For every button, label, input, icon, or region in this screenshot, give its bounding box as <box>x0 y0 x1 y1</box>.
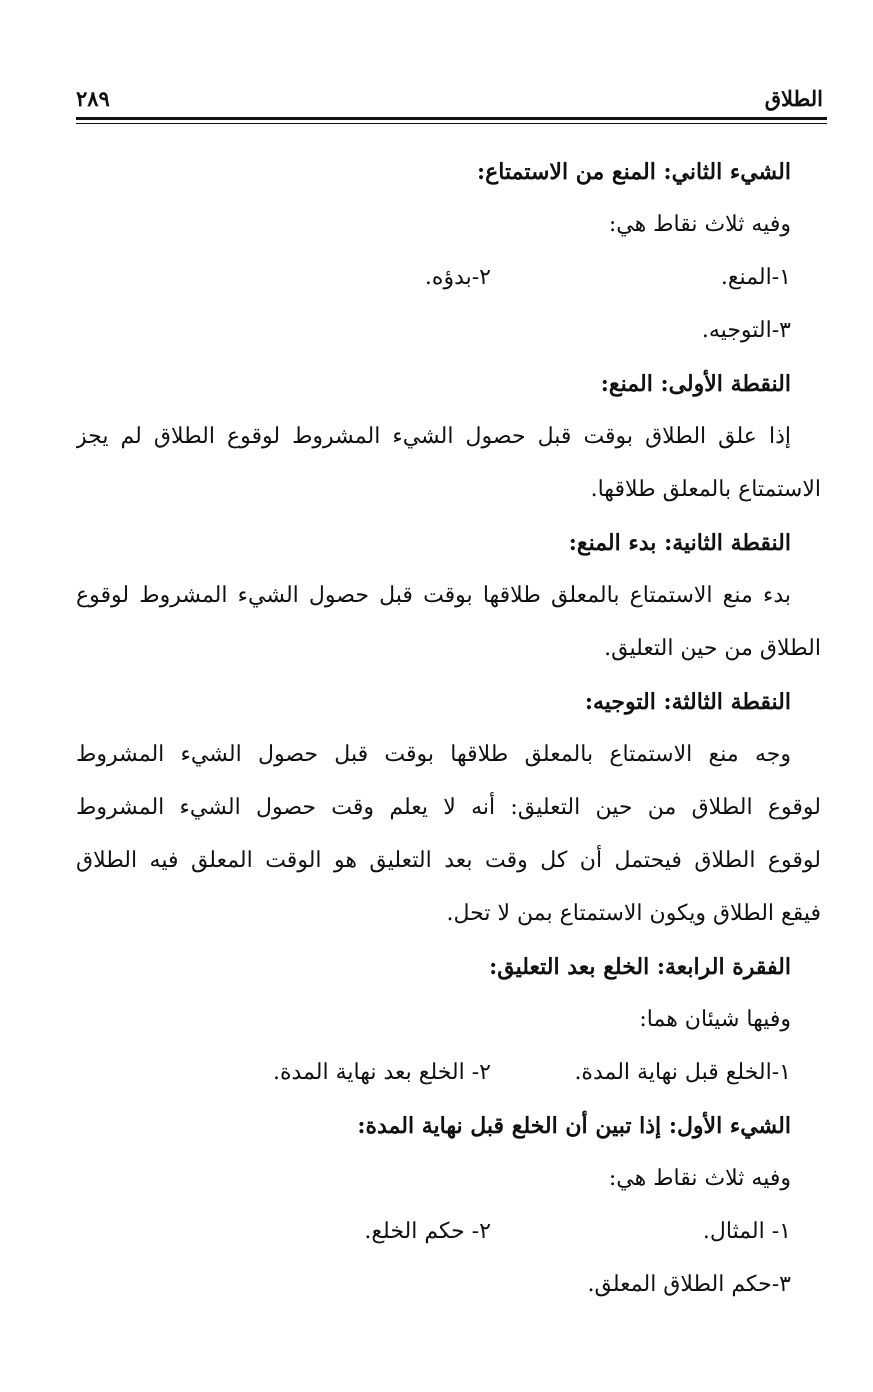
section-heading: الفقرة الرابعة: الخلع بعد التعليق: <box>489 954 791 980</box>
text-line: وفيه ثلاث نقاط هي: <box>608 1166 791 1191</box>
page-number: ٢٨٩ <box>76 86 110 111</box>
list-item: ١- المثال. <box>702 1219 791 1244</box>
list-row <box>76 1051 821 1104</box>
header-rule-thick <box>76 117 827 120</box>
text-line: وفيه ثلاث نقاط هي: <box>608 212 791 237</box>
section-heading: الشيء الثاني: المنع من الاستمتاع: <box>477 159 791 185</box>
paragraph-line: فيقع الطلاق ويكون الاستمتاع بمن لا تحل. <box>446 901 821 926</box>
list-item: ١-الخلع قبل نهاية المدة. <box>574 1060 791 1085</box>
list-item: ٢-بدؤه. <box>424 265 491 290</box>
subsection-heading: النقطة الثالثة: التوجيه: <box>584 689 791 715</box>
paragraph-line: الاستمتاع بالمعلق طلاقها. <box>590 477 821 502</box>
section-heading: الشيء الأول: إذا تبين أن الخلع قبل نهاية المدة: <box>357 1113 791 1139</box>
list-item: ٣-حكم الطلاق المعلق. <box>587 1272 791 1297</box>
paragraph-line: لوقوع الطلاق فيحتمل أن كل وقت بعد التعليق هو الوقت المعلق فيه الطلاق <box>76 848 821 873</box>
chapter-title: الطلاق <box>764 86 823 111</box>
paragraph-line: لوقوع الطلاق من حين التعليق: أنه لا يعلم وقت حصول الشيء المشروط <box>76 795 821 820</box>
subsection-heading: النقطة الثانية: بدء المنع: <box>568 530 791 556</box>
paragraph-line: وجه منع الاستمتاع بالمعلق طلاقها بوقت قبل حصول الشيء المشروط <box>76 742 791 767</box>
running-header <box>76 84 823 114</box>
list-item: ٢- حكم الخلع. <box>364 1219 491 1244</box>
paragraph-line: إذا علق الطلاق بوقت قبل حصول الشيء المشروط لوقوع الطلاق لم يجز <box>76 424 791 449</box>
list-item: ١-المنع. <box>720 265 791 290</box>
header-rule-thin <box>76 123 827 124</box>
list-row <box>76 1210 821 1263</box>
list-row <box>76 256 821 309</box>
list-item: ٣-التوجيه. <box>701 318 791 343</box>
text-line: وفيها شيئان هما: <box>639 1007 791 1032</box>
page-body <box>76 150 821 1316</box>
paragraph-line: الطلاق من حين التعليق. <box>604 636 821 661</box>
list-item: ٢- الخلع بعد نهاية المدة. <box>272 1060 491 1085</box>
paragraph-line: بدء منع الاستمتاع بالمعلق طلاقها بوقت قبل حصول الشيء المشروط لوقوع <box>76 583 791 608</box>
subsection-heading: النقطة الأولى: المنع: <box>600 371 791 397</box>
